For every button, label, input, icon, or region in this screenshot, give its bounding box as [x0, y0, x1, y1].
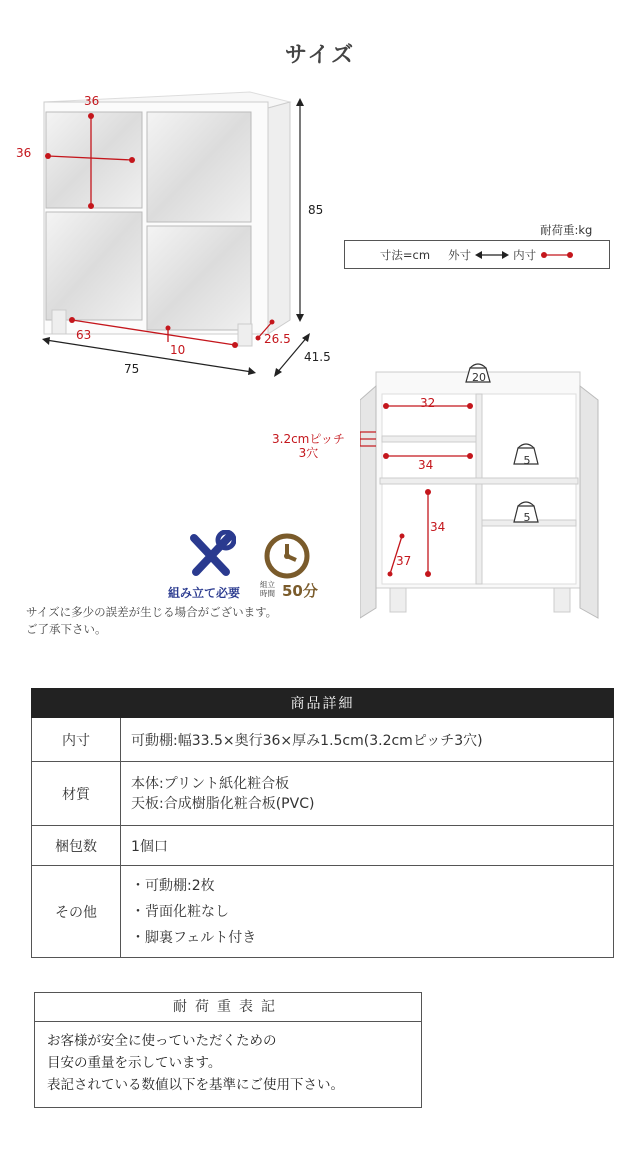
double-arrow-icon — [475, 250, 509, 260]
dim-depth: 41.5 — [304, 350, 331, 364]
assembly-required-label: 組み立て必要 — [168, 586, 241, 600]
row-line: ・可動棚:2枚 — [131, 877, 215, 894]
pitch-line1: 3.2cmピッチ — [272, 432, 345, 446]
legend-caption: 耐荷重:kg — [540, 223, 593, 237]
weight-note-line: 表記されている数値以下を基準にご使用下さい。 — [47, 1077, 344, 1093]
tools-icon — [186, 530, 236, 580]
legend-inner: 内寸 — [513, 247, 537, 262]
door-bottom-left — [46, 212, 142, 320]
size-note-line1: サイズに多少の誤差が生じる場合がございます。 — [26, 605, 278, 619]
size-note — [26, 604, 277, 638]
dim-inner-width: 63 — [76, 328, 92, 342]
cabinet-open-illustration — [360, 360, 600, 630]
pitch-label — [272, 432, 345, 460]
row-line: 本体:プリント紙化粧合板 — [131, 775, 290, 792]
details-heading: 商品詳細 — [32, 689, 614, 718]
weight-note-line: お客様が安全に使っていただくための — [47, 1033, 277, 1049]
row-key: 材質 — [32, 762, 121, 826]
table-row — [32, 866, 614, 958]
row-line: ・背面化粧なし — [131, 903, 229, 920]
door-bottom-right — [147, 226, 251, 330]
dim-width: 75 — [124, 362, 140, 376]
legend-outer: 外寸 — [448, 247, 472, 262]
row-line: 1個口 — [131, 838, 168, 855]
table-row — [32, 826, 614, 866]
weight-top-value: 20 — [472, 371, 486, 384]
weight-note-box — [34, 992, 422, 1108]
weight-note-body — [35, 1022, 421, 1104]
table-row — [32, 718, 614, 762]
dim-shelf-low-height: 34 — [430, 520, 446, 534]
row-value — [121, 826, 614, 866]
row-value — [121, 866, 614, 958]
weight-shelf1-value: 5 — [523, 454, 531, 467]
row-line: 可動棚:幅33.5×奥行36×厚み1.5cm(3.2cmピッチ3穴) — [131, 732, 483, 749]
row-line: ・脚裏フェルト付き — [131, 929, 257, 946]
dim-shelf-top-width: 32 — [420, 396, 436, 410]
assembly-time-line2: 時間 — [260, 589, 275, 598]
weight-note-heading: 耐荷重表記 — [35, 993, 421, 1022]
dim-inner-depth: 26.5 — [264, 332, 291, 346]
assembly-time-value: 50分 — [282, 582, 318, 600]
weight-note-line: 目安の重量を示しています。 — [47, 1055, 222, 1071]
assembly-time-line1: 組立 — [260, 580, 275, 589]
clock-icon — [262, 530, 312, 580]
dim-door-height: 36 — [16, 146, 32, 160]
row-key: 梱包数 — [32, 826, 121, 866]
row-value — [121, 762, 614, 826]
dim-height: 85 — [308, 203, 324, 217]
pitch-line2: 3穴 — [298, 446, 319, 460]
door-top-right — [147, 112, 251, 222]
table-row — [32, 762, 614, 826]
row-line: 天板:合成樹脂化粧合板(PVC) — [131, 795, 315, 812]
legend-unit: 寸法=cm — [379, 247, 431, 262]
weight-shelf2-value: 5 — [523, 511, 531, 524]
red-dot-line-icon — [540, 250, 574, 260]
dim-door-width: 36 — [84, 94, 100, 108]
dim-shelf-depth: 37 — [396, 554, 412, 568]
dim-leg: 10 — [170, 343, 186, 357]
legend-box — [344, 240, 610, 269]
row-key: 内寸 — [32, 718, 121, 762]
dim-shelf-mid-width: 34 — [418, 458, 434, 472]
assembly-time-caption — [260, 580, 275, 598]
row-key: その他 — [32, 866, 121, 958]
details-table — [31, 688, 614, 958]
page-title: サイズ — [284, 43, 356, 68]
row-value — [121, 718, 614, 762]
size-note-line2: ご了承下さい。 — [26, 622, 107, 636]
